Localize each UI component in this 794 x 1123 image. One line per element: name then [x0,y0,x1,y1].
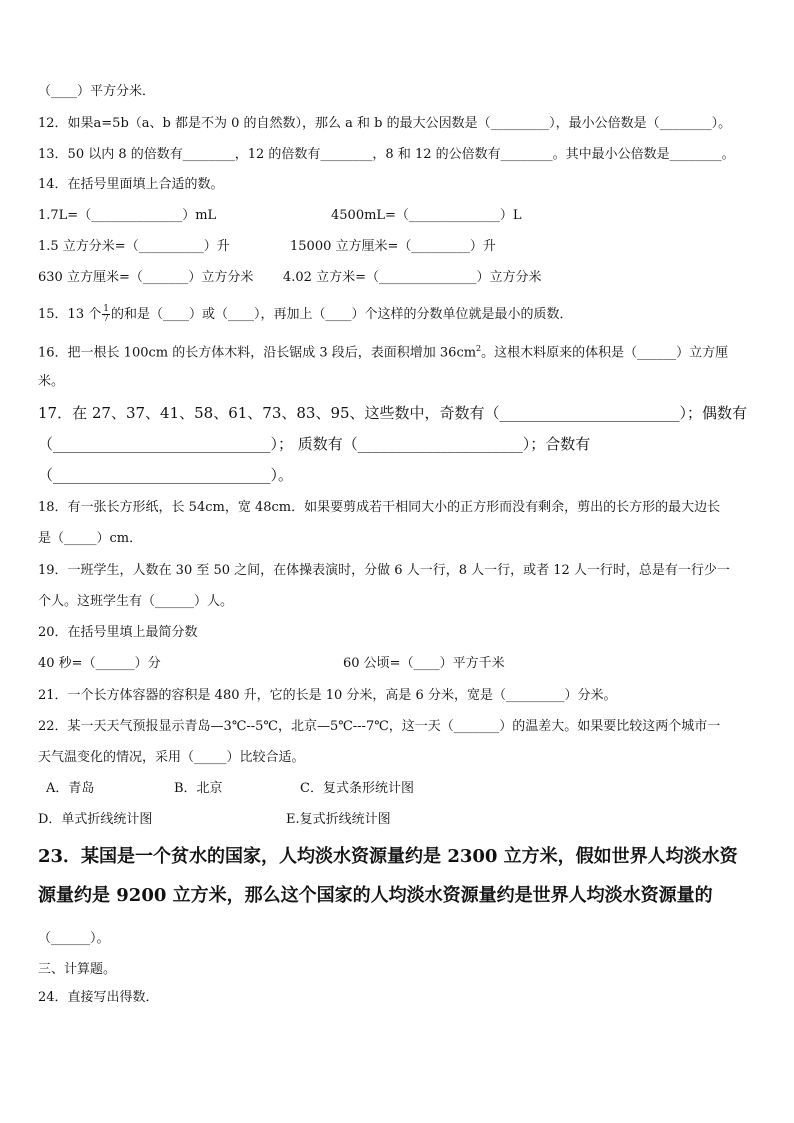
q20-a2: 60 公顷=（____）平方千米 [343,656,505,671]
q22-option-e: E.复式折线统计图 [286,812,391,827]
section-3-heading: 三、计算题。 [38,962,117,977]
q17-line1: 17．在 27、37、41、58、61、73、83、95、这些数中，奇数有（________________________）；偶数有 [38,404,748,422]
q13: 13．50 以内 8 的倍数有________，12 的倍数有________，8 和 12 的公倍数有________。其中最小公倍数是________。 [38,147,735,162]
q22-option-a: A．青岛 [46,781,95,796]
q20-title: 20．在括号里填上最简分数 [38,625,198,640]
q22-line1: 22．某一天天气预报显示青岛—3℃--5℃，北京—5℃---7℃，这一天（_______）的温差大。如果要比较这两个城市一 [38,719,721,734]
q14-a2: 4500mL=（______________）L [331,208,522,223]
q17-line2: （_____________________________）； 质数有（______________________）；合数有 [38,435,591,453]
q14-c1: 630 立方厘米=（_______）立方分米 [38,270,254,285]
q16-superscript: 2 [476,344,482,353]
q18-line2: 是（_____）cm． [38,531,143,546]
q17-line3: （_____________________________）。 [38,466,294,484]
q12: 12．如果a=5b（a、b 都是不为 0 的自然数），那么 a 和 b 的最大公因数是（_________），最小公倍数是（________）。 [38,116,732,131]
q20-a1: 40 秒=（______）分 [38,656,161,671]
fraction-denominator: 7 [103,314,109,324]
q22-line2: 天气温变化的情况，采用（_____）比较合适。 [38,750,305,765]
q15 [38,305,572,324]
q14-title: 14．在括号里面填上合适的数。 [38,177,224,192]
q16-part1: 16．把一根长 100cm 的长方体木料，沿长锯成 3 段后，表面积增加 36cm [38,345,477,361]
q14-b2: 15000 立方厘米=（_________）升 [290,239,496,254]
q23-line1: 23．某国是一个贫水的国家，人均淡水资源量约是 2300 立方米，假如世界人均淡水资 [38,846,738,867]
q18-line1: 18．有一张长方形纸，长 54cm，宽 48cm．如果要剪成若干相同大小的正方形而没有剩余，剪出的长方形的最大边长 [38,500,721,515]
q14-c2: 4.02 立方米=（_______________）立方分米 [283,270,542,285]
q15-suffix: 的和是（____）或（____），再加上（____）个这样的分数单位就是最小的质数． [110,307,573,322]
q11-tail: （____）平方分米． [38,84,156,99]
q23-line3: （______）。 [38,931,110,946]
q21: 21．一个长方体容器的容积是 480 升，它的长是 10 分米，高是 6 分米，宽是（_________）分米。 [38,688,617,703]
q16 [38,345,728,359]
fraction-one-seventh [102,305,110,324]
q15-prefix: 15．13 个 [38,307,102,322]
q16-cont: 米。 [38,374,65,389]
q22-option-d: D．单式折线统计图 [38,812,153,827]
q16-part2: 。这根木料原来的体积是（______）立方厘 [481,345,729,361]
q24: 24．直接写出得数． [38,990,159,1005]
q22-option-c: C．复式条形统计图 [300,781,414,796]
q14-b1: 1.5 立方分米=（__________）升 [38,239,230,254]
fraction-numerator: 1 [103,304,109,314]
q23-line2: 源量约是 9200 立方米，那么这个国家的人均淡水资源量约是世界人均淡水资源量的 [38,885,713,906]
q22-option-b: B．北京 [174,781,223,796]
q19-line1: 19．一班学生，人数在 30 至 50 之间，在体操表演时，分做 6 人一行，8 人一行，或者 12 人一行时，总是有一行少一 [38,563,730,578]
q14-a1: 1.7L=（______________）mL [38,208,217,223]
q19-line2: 个人。这班学生有（______）人。 [38,594,234,609]
